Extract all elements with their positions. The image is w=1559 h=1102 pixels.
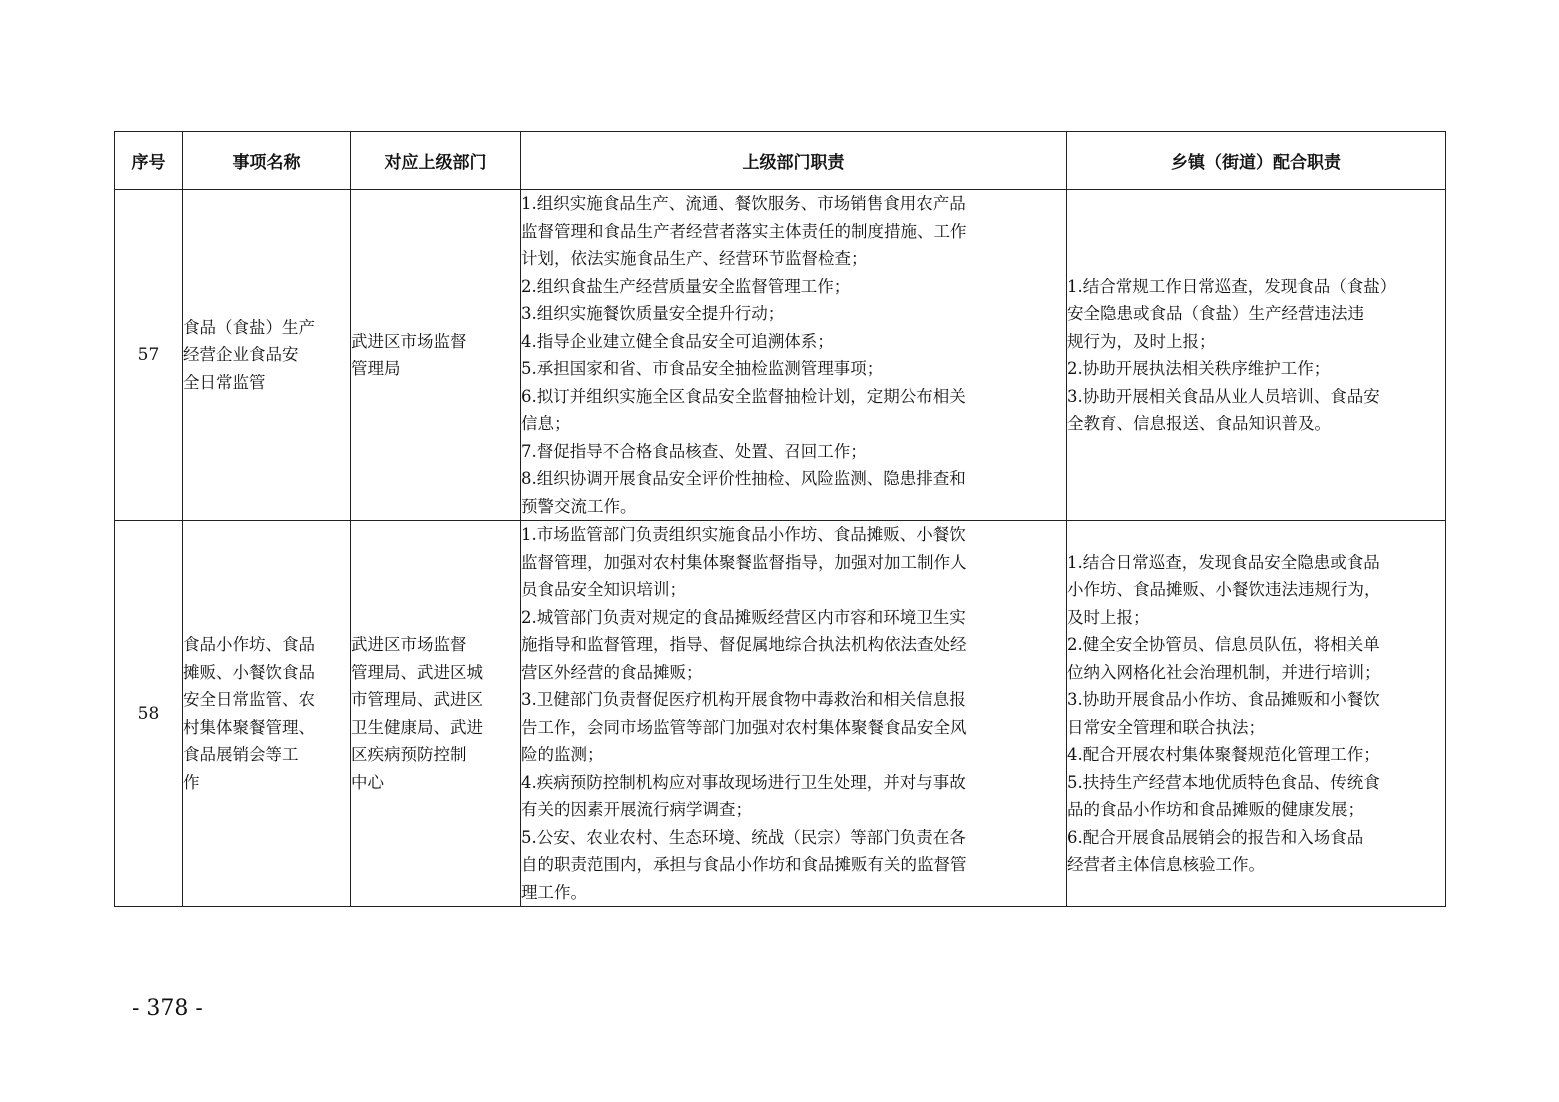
text-line: 营区外经营的食品摊贩； <box>521 662 703 682</box>
text-line: 2.健全安全协管员、信息员队伍，将相关单 <box>1067 635 1380 654</box>
row-item-name <box>183 521 351 907</box>
text-line: 3.协助开展食品小作坊、食品摊贩和小餐饮 <box>1067 690 1380 709</box>
text-line: 险的监测； <box>521 745 604 764</box>
text-line: 全教育、信息报送、食品知识普及。 <box>1067 414 1331 433</box>
text-line: 安全隐患或食品（食盐）生产经营违法违 <box>1067 304 1364 323</box>
text-line: 告工作，会同市场监管等部门加强对农村集体聚餐食品安全风 <box>521 717 967 737</box>
table-row <box>115 521 1446 907</box>
text-line: 5.承担国家和省、市食品安全抽检监测管理事项； <box>521 359 884 378</box>
text-line: 管理局 <box>351 359 401 378</box>
text-line: 1.结合日常巡查，发现食品安全隐患或食品 <box>1067 552 1380 572</box>
row-superior-duties <box>521 521 1067 907</box>
text-line: 管理局、武进区城 <box>351 662 483 682</box>
text-line: 理工作。 <box>521 882 587 902</box>
text-line: 经营企业食品安 <box>183 345 299 365</box>
header-superior-duties: 上级部门职责 <box>521 132 1067 190</box>
row-town-duties <box>1067 521 1446 907</box>
text-line: 5.公安、农业农村、生态环境、统战（民宗）等部门负责在各 <box>521 827 966 847</box>
text-line: 小作坊、食品摊贩、小餐饮违法违规行为， <box>1067 580 1381 599</box>
text-line: 及时上报； <box>1067 607 1150 627</box>
row-superior-duties <box>521 190 1067 521</box>
text-line: 预警交流工作。 <box>521 496 637 516</box>
text-line: 作 <box>183 772 200 792</box>
text-line: 监督管理，加强对农村集体聚餐监督指导，加强对加工制作人 <box>521 552 967 572</box>
row-department <box>351 190 521 521</box>
text-line: 4.配合开展农村集体聚餐规范化管理工作； <box>1067 745 1380 764</box>
duties-table <box>114 131 1446 907</box>
text-line: 市管理局、武进区 <box>351 690 483 709</box>
text-line: 卫生健康局、武进 <box>351 717 483 737</box>
text-line: 区疾病预防控制 <box>351 745 467 764</box>
row-town-duties <box>1067 190 1446 521</box>
text-line: 自的职责范围内，承担与食品小作坊和食品摊贩有关的监督管 <box>521 855 967 874</box>
text-line: 武进区市场监督 <box>351 635 467 654</box>
text-line: 全日常监管 <box>183 372 266 392</box>
text-line: 施指导和监督管理，指导、督促属地综合执法机构依法查处经 <box>521 635 967 654</box>
table-row <box>115 190 1446 521</box>
text-line: 食品小作坊、食品 <box>183 635 315 654</box>
text-line: 3.协助开展相关食品从业人员培训、食品安 <box>1067 386 1380 406</box>
text-line: 员食品安全知识培训； <box>521 580 686 599</box>
text-line: 2.组织食盐生产经营质量安全监督管理工作； <box>521 276 851 296</box>
text-line: 1.市场监管部门负责组织实施食品小作坊、食品摊贩、小餐饮 <box>521 525 966 544</box>
page-number: - 378 - <box>132 996 203 1021</box>
text-line: 安全日常监管、农 <box>183 690 315 709</box>
text-line: 7.督促指导不合格食品核查、处置、召回工作； <box>521 441 867 461</box>
text-line: 位纳入网格化社会治理机制，并进行培训； <box>1067 662 1381 682</box>
row-department <box>351 521 521 907</box>
text-line: 日常安全管理和联合执法； <box>1067 717 1265 737</box>
text-line: 武进区市场监督 <box>351 331 467 351</box>
row-item-name <box>183 190 351 521</box>
text-line: 村集体聚餐管理、 <box>183 717 315 737</box>
text-line: 4.指导企业建立健全食品安全可追溯体系； <box>521 331 834 351</box>
row-serial: 58 <box>115 521 183 907</box>
text-line: 6.拟订并组织实施全区食品安全监督抽检计划，定期公布相关 <box>521 386 966 406</box>
text-line: 有关的因素开展流行病学调查； <box>521 800 752 819</box>
text-line: 3.卫健部门负责督促医疗机构开展食物中毒救治和相关信息报 <box>521 690 966 709</box>
text-line: 2.城管部门负责对规定的食品摊贩经营区内市容和环境卫生实 <box>521 607 966 627</box>
text-line: 5.扶持生产经营本地优质特色食品、传统食 <box>1067 772 1380 792</box>
text-line: 食品展销会等工 <box>183 745 299 764</box>
text-line: 3.组织实施餐饮质量安全提升行动； <box>521 304 785 323</box>
text-line: 品的食品小作坊和食品摊贩的健康发展； <box>1067 800 1364 819</box>
text-line: 监督管理和食品生产者经营者落实主体责任的制度措施、工作 <box>521 221 967 241</box>
header-item-name: 事项名称 <box>183 132 351 190</box>
header-town-duties: 乡镇（街道）配合职责 <box>1067 132 1446 190</box>
text-line: 食品（食盐）生产 <box>183 317 315 337</box>
text-line: 2.协助开展执法相关秩序维护工作； <box>1067 359 1331 378</box>
row-serial: 57 <box>115 190 183 521</box>
text-line: 6.配合开展食品展销会的报告和入场食品 <box>1067 827 1364 847</box>
header-serial: 序号 <box>115 132 183 190</box>
text-line: 1.结合常规工作日常巡查，发现食品（食盐） <box>1067 276 1397 296</box>
text-line: 信息； <box>521 414 571 433</box>
text-line: 规行为，及时上报； <box>1067 331 1216 351</box>
text-line: 经营者主体信息核验工作。 <box>1067 855 1265 874</box>
table-header-row <box>115 132 1446 190</box>
text-line: 8.组织协调开展食品安全评价性抽检、风险监测、隐患排查和 <box>521 469 966 488</box>
text-line: 中心 <box>351 772 384 792</box>
text-line: 计划，依法实施食品生产、经营环节监督检查； <box>521 249 868 268</box>
header-superior-department: 对应上级部门 <box>351 132 521 190</box>
text-line: 摊贩、小餐饮食品 <box>183 662 315 682</box>
text-line: 4.疾病预防控制机构应对事故现场进行卫生处理，并对与事故 <box>521 772 966 792</box>
text-line: 1.组织实施食品生产、流通、餐饮服务、市场销售食用农产品 <box>521 194 966 213</box>
